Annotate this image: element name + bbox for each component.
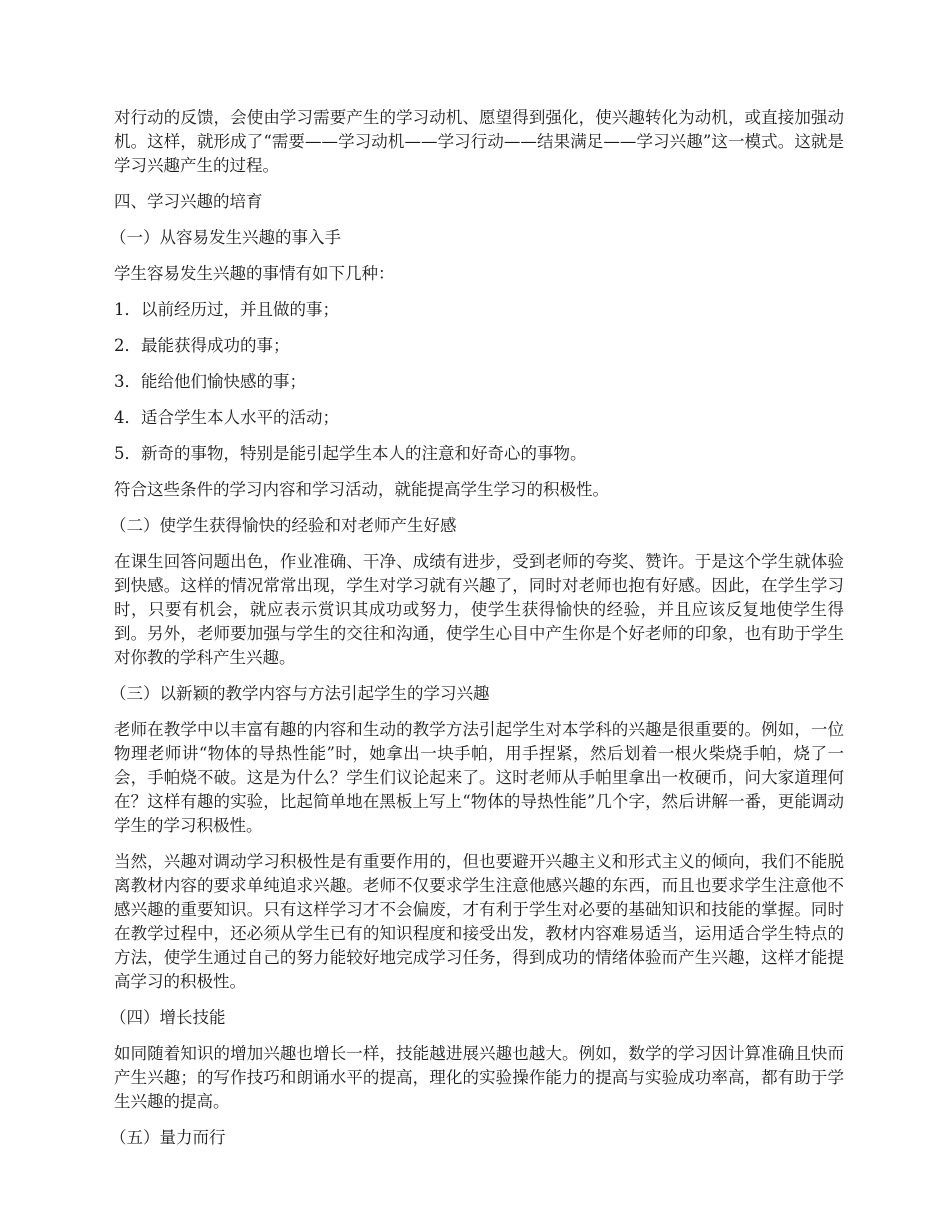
section-heading-4: 四、学习兴趣的培育 [114,192,263,211]
list-item: 4．适合学生本人水平的活动； [114,408,339,427]
list-item: 1．以前经历过，并且做的事； [114,300,339,319]
subheading-5: （五）量力而行 [110,1128,226,1147]
paragraph-sub4: 如同随着知识的增加兴趣也增长一样，技能越进展兴趣也越大。例如，数学的学习因计算准确且快而产生兴趣；的写作技巧和朗诵水平的提高，理化的实验操作能力的提高与实验成功率高，都有助于学生兴趣的提高。 [114,1044,844,1111]
list-item: 5．新奇的事物，特别是能引起学生本人的注意和好奇心的事物。 [114,444,587,463]
list-item: 2．最能获得成功的事； [114,336,290,355]
paragraph-intro: 对行动的反馈，会使由学习需要产生的学习动机、愿望得到强化，使兴趣转化为动机，或直接加强动机。这样，就形成了“需要——学习动机——学习行动——结果满足——学习兴趣”这一模式。这就是学习兴趣产生的过程。 [114,108,844,175]
subheading-2: （二）使学生获得愉快的经验和对老师产生好感 [110,516,457,535]
subheading-4: （四）增长技能 [110,1008,226,1027]
paragraph-list-intro: 学生容易发生兴趣的事情有如下几种： [114,264,395,283]
paragraph-list-summary: 符合这些条件的学习内容和学习活动，就能提高学生学习的积极性。 [114,480,609,499]
subheading-1: （一）从容易发生兴趣的事入手 [110,228,341,247]
subheading-3: （三）以新颖的教学内容与方法引起学生的学习兴趣 [110,684,490,703]
document-page [110,106,844,1162]
paragraph-sub3-a: 老师在教学中以丰富有趣的内容和生动的教学方法引起学生对本学科的兴趣是很重要的。例如，一位物理老师讲“物体的导热性能”时，她拿出一块手帕，用手捏紧，然后划着一根火柴烧手帕，烧了一会，手帕烧不破。这是为什么？学生们议论起来了。这时老师从手帕里拿出一枚硬币，问大家道理何在？这样有趣的实验，比起简单地在黑板上写上“物体的导热性能”几个字，然后讲解一番，更能调动学生的学习积极性。 [114,720,844,835]
paragraph-sub2: 在课生回答问题出色，作业准确、干净、成绩有进步，受到老师的夸奖、赞许。于是这个学生就体验到快感。这样的情况常常出现，学生对学习就有兴趣了，同时对老师也抱有好感。因此，在学生学习时，只要有机会，就应表示赏识其成功或努力，使学生获得愉快的经验，并且应该反复地使学生得到。另外，老师要加强与学生的交往和沟通，使学生心目中产生你是个好老师的印象，也有助于学生对你教的学科产生兴趣。 [114,552,844,667]
list-item: 3．能给他们愉快感的事； [114,372,306,391]
paragraph-sub3-b: 当然，兴趣对调动学习积极性是有重要作用的，但也要避开兴趣主义和形式主义的倾向，我们不能脱离教材内容的要求单纯追求兴趣。老师不仅要求学生注意他感兴趣的东西，而且也要求学生注意他不感兴趣的重要知识。只有这样学习才不会偏废，才有利于学生对必要的基础知识和技能的掌握。同时在教学过程中，还必须从学生已有的知识程度和接受出发，教材内容难易适当，运用适合学生特点的方法，使学生通过自己的努力能较好地完成学习任务，得到成功的情绪体验而产生兴趣，这样才能提高学习的积极性。 [114,852,844,991]
